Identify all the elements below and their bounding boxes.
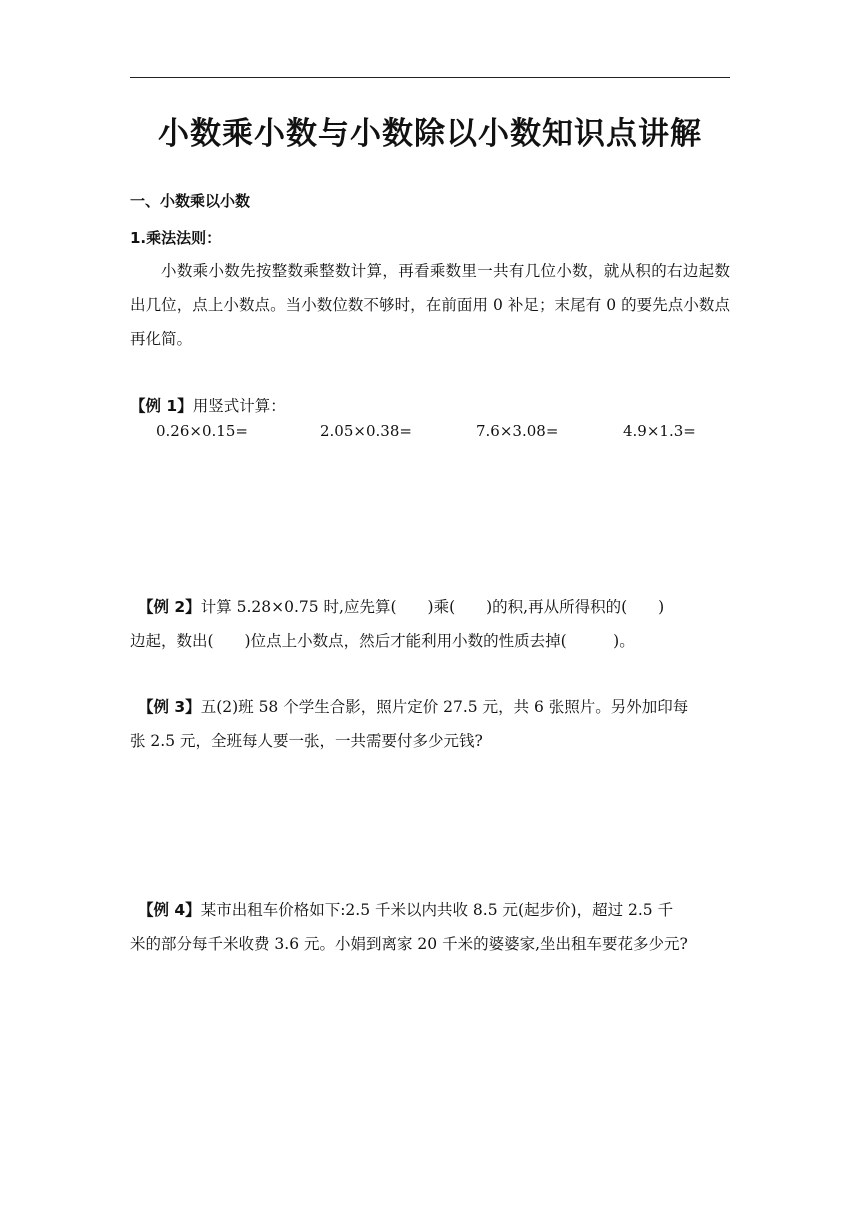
example-1 xyxy=(130,389,734,423)
example-1-label: 【例 1】 xyxy=(130,397,193,415)
example-4-text-2: 米的部分每千米收费 3.6 元。小娟到离家 20 千米的婆婆家,坐出租车要花多少元? xyxy=(130,935,688,953)
page-title: 小数乘小数与小数除以小数知识点讲解 xyxy=(158,116,702,152)
example-3-label: 【例 3】 xyxy=(138,698,201,716)
example-3-text-1: 五(2)班 58 个学生合影，照片定价 27.5 元，共 6 张照片。另外加印每 xyxy=(200,698,689,716)
example-2-text-1: 计算 5.28×0.75 时,应先算( )乘( )的积,再从所得积的( ) xyxy=(200,598,665,616)
example-3-line-1 xyxy=(130,690,734,724)
section-heading: 一、小数乘以小数 xyxy=(130,192,251,210)
calc-item: 4.9×1.3= xyxy=(623,422,696,440)
example-2-text-2: 边起，数出( )位点上小数点，然后才能利用小数的性质去掉( )。 xyxy=(130,632,635,650)
example-1-prompt: 用竖式计算： xyxy=(192,397,286,415)
example-4 xyxy=(130,893,734,961)
calc-item: 7.6×3.08= xyxy=(476,422,559,440)
example-4-label: 【例 4】 xyxy=(138,901,201,919)
header-rule xyxy=(130,77,730,78)
calc-item: 0.26×0.15= xyxy=(156,422,248,440)
example-2-line-1 xyxy=(130,590,734,624)
example-4-line-1 xyxy=(130,893,734,927)
subsection-heading: 1.乘法法则： xyxy=(130,229,222,247)
example-3 xyxy=(130,690,734,758)
example-2-label: 【例 2】 xyxy=(138,598,201,616)
multiplication-rule-text: 小数乘小数先按整数乘整数计算，再看乘数里一共有几位小数，就从积的右边起数出几位，点上小数点。当小数位数不够时，在前面用 0 补足；末尾有 0 的要先点小数点再化简。 xyxy=(130,262,730,348)
calc-item: 2.05×0.38= xyxy=(320,422,412,440)
example-2 xyxy=(130,590,734,658)
example-3-text-2: 张 2.5 元，全班每人要一张，一共需要付多少元钱? xyxy=(130,732,483,750)
example-4-text-1: 某市出租车价格如下:2.5 千米以内共收 8.5 元(起步价)，超过 2.5 千 xyxy=(200,901,674,919)
